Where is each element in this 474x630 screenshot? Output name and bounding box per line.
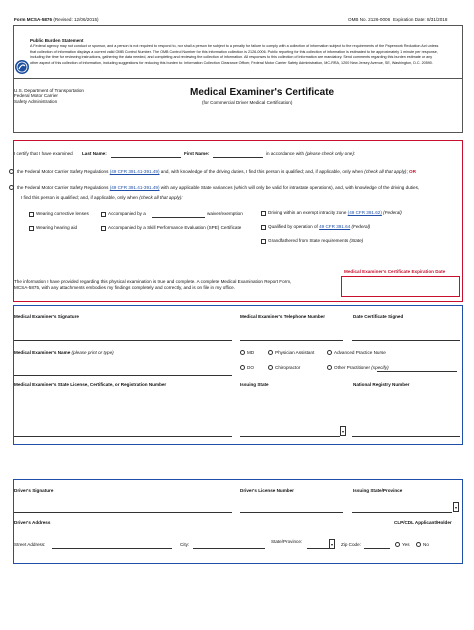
- examiner-name-label: Medical Examiner's Name (please print or type): [14, 350, 114, 355]
- burden-title: Public Burden Statement: [30, 38, 84, 43]
- expiration-label: Medical Examiner's Certificate Expiration Date: [344, 269, 446, 274]
- examiner-issuing-state-label: Issuing State: [240, 382, 269, 387]
- zip-label: Zip Code:: [341, 542, 361, 547]
- clp-label: CLP/CDL Applicant/Holder: [394, 520, 452, 525]
- clp-yes-label: Yes: [402, 542, 410, 547]
- option-state-text: the Federal Motor Carrier Safety Regulations (49 CFR 391.41-391.49) with any applicable State variances (which will only be valid for intrastate operations), and, with knowledge of the driving duties,: [17, 185, 420, 190]
- hearing-aid-checkbox[interactable]: [29, 226, 34, 231]
- driver-license-label: Driver's License Number: [240, 488, 294, 493]
- examiner-signature-label: Medical Examiner's Signature: [14, 314, 79, 319]
- city-label: City:: [180, 542, 190, 547]
- street-label: Street Address:: [14, 542, 46, 547]
- driver-signature-input[interactable]: [14, 512, 232, 513]
- certify-intro: I certify that I have examined: [14, 151, 73, 156]
- qualified-label: Qualified by operation of 49 CFR 391.64 (Federal): [268, 224, 371, 229]
- state-province-label: State/Province:: [271, 539, 303, 544]
- waiver-label: Accompanied by a: [108, 211, 146, 216]
- waiver-exemption-label: waiver/exemption: [207, 211, 243, 216]
- date-signed-label: Date Certificate Signed: [353, 314, 404, 319]
- grandfathered-checkbox[interactable]: [261, 239, 266, 244]
- burden-text: A Federal agency may not conduct or sponsor, and a person is not required to respond to, nor shall a person be subject to a penalty for failure to comply with a collection of information subject to the requirements of the Paperwork Reduction Act unless that collection of information displays a current valid OMB Control Number. The OMB Control Number for this information collection is 2126-0006. Public reporting for this collection of information is estimated to be approximately 1 minute per response, including the time for reviewing instructions, gathering the data needed, and completing and reviewing the collection of information. All responses to this collection of information are mandatory. Send comments regarding this burden estimate or any other aspect of this collection of information, including suggestions for reducing this burden to: Information Collection Clearance Officer, Federal Motor Carrier Safety Administration, MC-RRA, 1200 New Jersey Avenue, SE, Washington, D.C. 20590.: [30, 44, 439, 65]
- driver-state-dropdown-icon[interactable]: [453, 502, 459, 512]
- street-input[interactable]: [52, 548, 172, 549]
- option-federal-text: the Federal Motor Carrier Safety Regulations (49 CFR 391.41-391.49) and, with knowledge of the driving duties, I find this person is qualified; and, if applicable, only when (check all that apply); OR: [17, 169, 416, 174]
- hearing-aid-label: Wearing hearing aid: [36, 225, 78, 230]
- page-subtitle: (for Commercial Driver Medical Certification): [202, 100, 293, 105]
- other-label: Other Practitioner (specify): [334, 365, 389, 370]
- form-id: Form MCSA-5876 (Revised: 12/06/2015): [14, 17, 99, 22]
- date-signed-input[interactable]: [352, 340, 460, 341]
- qualified-checkbox[interactable]: [261, 225, 266, 230]
- lenses-checkbox[interactable]: [29, 212, 34, 217]
- examiner-phone-label: Medical Examiner's Telephone Number: [240, 314, 325, 319]
- pa-label: Physician Assistant: [275, 350, 315, 355]
- waiver-checkbox[interactable]: [101, 212, 106, 217]
- option-state-line2: I find this person is qualified; and, if applicable, only when (check all that apply):: [21, 195, 183, 200]
- examiner-signature-input[interactable]: [14, 340, 232, 341]
- dot-logo-icon: [15, 60, 29, 74]
- examiner-state-dropdown-icon[interactable]: [340, 426, 346, 436]
- driver-address-label: Driver's Address: [14, 520, 51, 525]
- driver-license-input[interactable]: [240, 512, 343, 513]
- expiration-date-input[interactable]: [341, 276, 460, 297]
- examiner-name-input[interactable]: [14, 375, 232, 376]
- waiver-input[interactable]: [152, 217, 205, 218]
- examiner-phone-input[interactable]: [240, 340, 343, 341]
- lenses-label: Wearing corrective lenses: [36, 211, 89, 216]
- accordance-text: in accordance with (please check only one):: [266, 151, 356, 156]
- first-name-label: First Name:: [184, 151, 210, 156]
- md-label: MD: [247, 350, 255, 355]
- agency-block: U.S. Department of Transportation Federal Motor Carrier Safety Administration: [14, 88, 84, 104]
- omb-number: OMB No. 2126-0006: [348, 17, 391, 22]
- intracity-label: Driving within an exempt intracity zone (49 CFR 391.62) (Federal): [268, 210, 402, 215]
- info-statement: The information I have provided regarding this physical examination is true and complete. A complete Medical Examination Report Form, MCSA-5875, with any attachments embodies my findings completely and correctly, and is on file in my office.: [14, 279, 292, 290]
- spe-label: Accompanied by a Skill Performance Evaluation (SPE) Certificate: [108, 225, 242, 230]
- zip-input[interactable]: [364, 548, 390, 549]
- driver-issuing-state-input[interactable]: [352, 512, 452, 513]
- last-name-input[interactable]: [111, 157, 181, 158]
- expiration-date-note: Expiration Date: 8/31/2018: [393, 17, 448, 22]
- grandfathered-label: Grandfathered from State requirements (State): [268, 238, 364, 243]
- last-name-label: Last Name:: [82, 151, 107, 156]
- intracity-checkbox[interactable]: [261, 211, 266, 216]
- apn-label: Advanced Practice Nurse: [334, 350, 386, 355]
- city-input[interactable]: [193, 548, 265, 549]
- do-label: DO: [247, 365, 254, 370]
- chiro-label: Chiropractor: [275, 365, 301, 370]
- other-practitioner-input[interactable]: [377, 371, 457, 372]
- examiner-license-input[interactable]: [14, 436, 232, 437]
- first-name-input[interactable]: [213, 157, 263, 158]
- address-state-dropdown-icon[interactable]: [329, 539, 335, 549]
- examiner-license-label: Medical Examiner's State License, Certificate, or Registration Number: [14, 382, 167, 387]
- driver-signature-label: Driver's Signature: [14, 488, 54, 493]
- registry-input[interactable]: [352, 436, 460, 437]
- clp-no-label: No: [423, 542, 429, 547]
- page-title: Medical Examiner's Certificate: [190, 87, 335, 98]
- examiner-issuing-state-input[interactable]: [240, 436, 340, 437]
- state-province-input[interactable]: [307, 548, 329, 549]
- registry-label: National Registry Number: [353, 382, 410, 387]
- driver-issuing-state-label: Issuing State/Province: [353, 488, 403, 493]
- spe-checkbox[interactable]: [101, 226, 106, 231]
